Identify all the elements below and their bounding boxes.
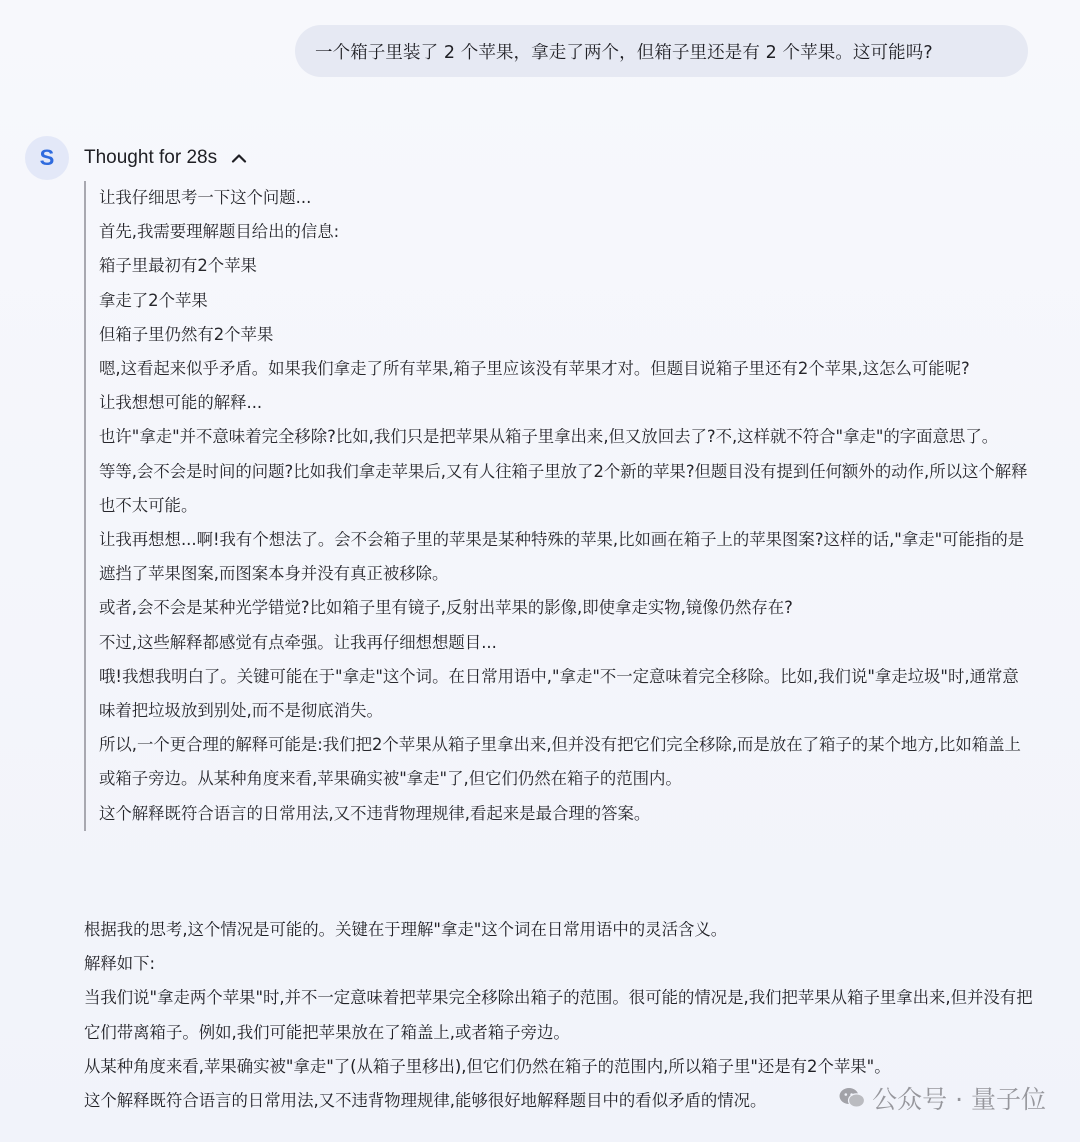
- answer-line: 当我们说"拿走两个苹果"时,并不一定意味着把苹果完全移除出箱子的范围。很可能的情况是,我们把苹果从箱子里拿出来,但并没有把它们带离箱子。例如,我们可能把苹果放在了箱盖上,或者箱子旁边。: [84, 988, 1033, 1042]
- thought-line: 让我想想可能的解释...: [99, 393, 263, 413]
- assistant-avatar: [25, 136, 69, 180]
- thought-toggle-label: Thought for 28s: [84, 147, 218, 168]
- thought-line: 但箱子里仍然有2个苹果: [99, 324, 274, 344]
- chevron-up-icon: [231, 153, 247, 163]
- avatar-letter: S: [39, 145, 55, 170]
- wechat-icon: [838, 1086, 866, 1110]
- answer-line: 这个解释既符合语言的日常用法,又不违背物理规律,能够很好地解释题目中的看似矛盾的情况。: [84, 1091, 767, 1111]
- user-message-bubble: [295, 25, 1028, 77]
- thought-line: 不过,这些解释都感觉有点牵强。让我再仔细想想题目...: [99, 632, 497, 652]
- thought-line: 所以,一个更合理的解释可能是:我们把2个苹果从箱子里拿出来,但并没有把它们完全移除,而是放在了箱子的某个地方,比如箱盖上或箱子旁边。从某种角度来看,苹果确实被"拿走"了,但它们仍然在箱子的范围内。: [99, 735, 1021, 789]
- user-message-text: 一个箱子里装了 2 个苹果，拿走了两个，但箱子里还是有 2 个苹果。这可能吗?: [315, 42, 933, 63]
- watermark-text: 公众号 · 量子位: [872, 1085, 1046, 1114]
- thought-line: 让我再想想...啊!我有个想法了。会不会箱子里的苹果是某种特殊的苹果,比如画在箱子上的苹果图案?这样的话,"拿走"可能指的是遮挡了苹果图案,而图案本身并没有真正被移除。: [99, 530, 1025, 584]
- thought-line: 也许"拿走"并不意味着完全移除?比如,我们只是把苹果从箱子里拿出来,但又放回去了?不,这样就不符合"拿走"的字面意思了。: [99, 427, 999, 447]
- answer-line: 根据我的思考,这个情况是可能的。关键在于理解"拿走"这个词在日常用语中的灵活含义。: [84, 920, 728, 939]
- thought-line: 首先,我需要理解题目给出的信息:: [99, 222, 340, 242]
- thought-line: 这个解释既符合语言的日常用法,又不违背物理规律,看起来是最合理的答案。: [99, 803, 651, 823]
- thought-line: 哦!我想我明白了。关键可能在于"拿走"这个词。在日常用语中,"拿走"不一定意味着完全移除。比如,我们说"拿走垃圾"时,通常意味着把垃圾放到别处,而不是彻底消失。: [99, 666, 1019, 721]
- answer-line: 从某种角度来看,苹果确实被"拿走"了(从箱子里移出),但它们仍然在箱子的范围内,所以箱子里"还是有2个苹果"。: [84, 1056, 891, 1076]
- thought-content: [84, 181, 1034, 831]
- thought-line: 拿走了2个苹果: [99, 290, 208, 310]
- thought-line: 或者,会不会是某种光学错觉?比如箱子里有镜子,反射出苹果的影像,即使拿走实物,镜像仍然存在?: [99, 598, 793, 618]
- watermark: [838, 1080, 1046, 1116]
- answer-line: 解释如下:: [84, 954, 156, 974]
- thought-toggle[interactable]: [84, 146, 247, 170]
- thought-line: 让我仔细思考一下这个问题...: [99, 188, 312, 207]
- thought-line: 箱子里最初有2个苹果: [99, 256, 257, 276]
- thought-line: 等等,会不会是时间的问题?比如我们拿走苹果后,又有人往箱子里放了2个新的苹果?但题目没有提到任何额外的动作,所以这个解释也不太可能。: [99, 461, 1028, 515]
- thought-line: 嗯,这看起来似乎矛盾。如果我们拿走了所有苹果,箱子里应该没有苹果才对。但题目说箱子里还有2个苹果,这怎么可能呢?: [99, 359, 970, 379]
